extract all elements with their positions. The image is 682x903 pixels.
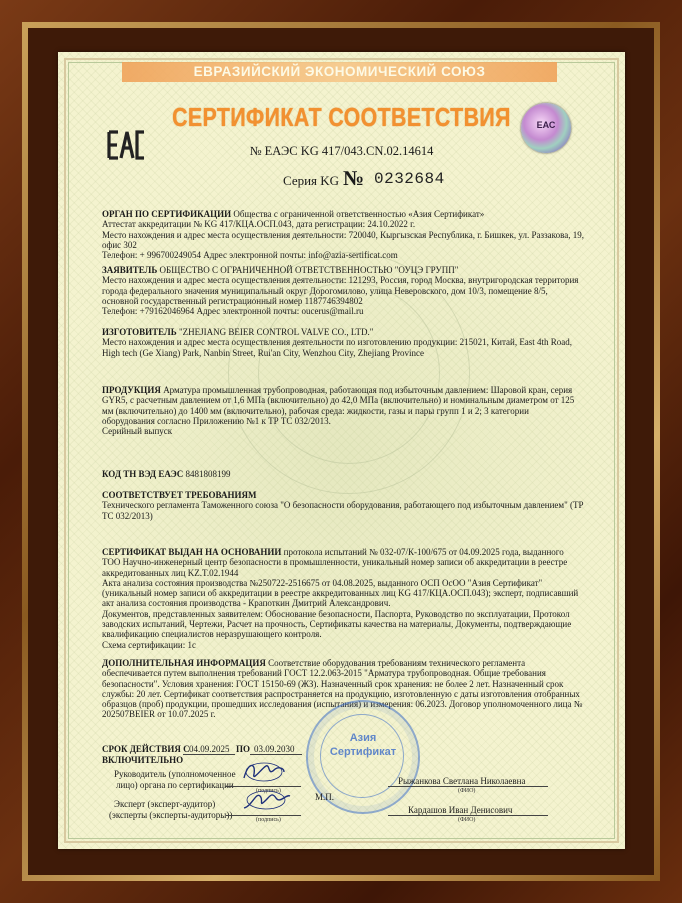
section-heading: КОД ТН ВЭД ЕАЭС <box>102 469 184 479</box>
expert-role-line1: Эксперт (эксперт-аудитор) <box>114 799 216 809</box>
section-line: Место нахождения и адрес места осуществления деятельности: 720040, Кыргызская Республика, г. Бишкек, ул. Раззакова, 19, офис 302 <box>102 229 584 250</box>
validity-to: 03.09.2030 <box>254 744 295 754</box>
tnved-code: 8481808199 <box>183 469 231 479</box>
section-text: Общества с ограниченной ответственностью «Азия Сертификат» <box>231 209 485 219</box>
expert-name-line <box>388 815 548 816</box>
section-applicant <box>102 265 584 316</box>
section-heading: ИЗГОТОВИТЕЛЬ <box>102 327 177 337</box>
section-text: Соответствие оборудования требованиям технического регламента обеспечивается путем выполнения требований ГОСТ 12.2.063-2015 "Арматура трубопроводная. Общие требования безопасности". Условия хранения: ГОСТ 15150-69 (ЖЗ). Назначенный срок хранения: не более 2 лет. Назначенный срок службы: 20 лет. Сертификат соответствия распространяется на продукцию, изготовленную с даты изготовления отобранных образцов (проб) продукции, прошедших исследования (испытания) и измерения: 06.2023. Договор уполномоченного лица № 202507BEIER от 10.07.2025 г. <box>102 658 583 720</box>
section-certification-body <box>102 209 584 260</box>
section-heading: ПРОДУКЦИЯ <box>102 385 161 395</box>
section-heading: СООТВЕТСТВУЕТ ТРЕБОВАНИЯМ <box>102 490 257 500</box>
hologram-text: ЕАС <box>536 120 556 130</box>
seal-text-line2: Сертификат <box>329 746 397 758</box>
seal-text-line1: Азия <box>349 732 377 744</box>
head-name-line <box>388 786 548 787</box>
section-tnved <box>102 469 584 479</box>
union-band: ЕВРАЗИЙСКИЙ ЭКОНОМИЧЕСКИЙ СОЮЗ <box>122 62 557 82</box>
section-heading: ОРГАН ПО СЕРТИФИКАЦИИ <box>102 209 232 219</box>
series-label: Серия KG <box>283 173 340 188</box>
validity-inclusive: ВКЛЮЧИТЕЛЬНО <box>102 755 184 765</box>
validity-from-underline <box>183 754 235 755</box>
section-line: Телефон: + 996700249054 Адрес электронной почты: info@azia-sertificat.com <box>102 250 398 261</box>
expert-name: Кардашов Иван Денисович <box>408 805 513 815</box>
validity-to-underline <box>250 754 302 755</box>
section-product <box>102 385 584 436</box>
section-text: протокола испытаний № 032-07/К-100/675 от 04.09.2025 года, выданного ТОО Научно-инженерный центр безопасности в промышленности, уникальный номер записи об аккредитации в реестре аккредитованных лиц KZ.T.02.1944 <box>102 547 568 578</box>
head-role-line2: лицо) органа по сертификации <box>116 780 234 790</box>
head-name-caption: (ФИО) <box>458 788 476 794</box>
certificate-title: СЕРТИФИКАТ СООТВЕТСТВИЯ <box>172 102 511 132</box>
serial-number: 0232684 <box>374 170 445 188</box>
section-heading: СЕРТИФИКАТ ВЫДАН НА ОСНОВАНИИ <box>102 547 282 557</box>
section-text: Арматура промышленная трубопроводная, работающая под избыточным давлением: Шаровой кран, серия GYR5, с расчетным давлением от 1,6 МПа (включительно) до 42,0 МПа (включительно) и номинальным диаметром от 125 мм (включительно) до 1400 мм (включительно), рабочая среда: жидкости, газы и пары групп 1 и 2; 3 категории оборудования согласно Приложению №1 к ТР ТС 032/2013. <box>102 385 575 426</box>
section-line: Схема сертификации: 1с <box>102 639 196 650</box>
section-line: Место нахождения и адрес места осуществления деятельности: 121293, Россия, город Москва, внутригородская территория города федерального значения муниципальный округ Дорогомилово, улица Неверовского, дом 10/3, помещение 8/5, основной государственный регистрационный номер 1187746394802 <box>102 275 579 306</box>
section-line: Документов, представленных заявителем: Обоснование безопасности, Паспорта, Руководство по эксплуатации, Протокол заводских испытаний, Чертежи, Расчет на прочность, Сертификаты качества на материалы, Документы, подтверждающие квалификацию специалистов неразрушающего контроля. <box>102 608 572 640</box>
section-manufacturer <box>102 327 584 358</box>
section-text: ОБЩЕСТВО С ОГРАНИЧЕННОЙ ОТВЕТСТВЕННОСТЬЮ "ОУЦЭ ГРУПП" <box>157 265 459 275</box>
section-heading: ЗАЯВИТЕЛЬ <box>102 265 158 275</box>
expert-signature-line <box>226 815 301 816</box>
head-name: Рыжанкова Светлана Николаевна <box>398 776 526 786</box>
expert-role-line2: (эксперты (эксперты-аудиторы)) <box>109 810 233 820</box>
section-line: Серийный выпуск <box>102 426 173 437</box>
section-line: Место нахождения и адрес места осуществления деятельности по изготовлению продукции: 215021, Китай, East 4th Road, High tech (Ge Xiang) Park, Nanbin Street, Rui'an City, Wenzhou City, Zhejiang Province <box>102 337 573 358</box>
head-signature-caption: (подпись) <box>256 788 281 794</box>
section-text: Технического регламента Таможенного союза "О безопасности оборудования, работающего под избыточным давлением" (ТР ТС 032/2013) <box>102 500 584 521</box>
section-heading: ДОПОЛНИТЕЛЬНАЯ ИНФОРМАЦИЯ <box>102 658 266 668</box>
stamp-place-mp: М.П. <box>315 792 335 802</box>
section-line: Телефон: +79162046964 Адрес электронной почты: oucerus@mail.ru <box>102 306 364 317</box>
expert-signature-caption: (подпись) <box>256 817 281 823</box>
number-sign: № <box>343 166 365 190</box>
certificate-paper <box>58 52 625 849</box>
validity-label: СРОК ДЕЙСТВИЯ С <box>102 744 190 754</box>
section-line: Аттестат аккредитации № KG 417/КЦА.ОСП.043, дата регистрации: 24.10.2022 г. <box>102 219 416 230</box>
section-conforms <box>102 490 584 521</box>
section-line: Акта анализа состояния производства №250722-2516675 от 04.08.2025, выданного ОСП ОсОО "Азия Сертификат" (уникальный номер записи об аккредитации в реестре аккредитованных лиц KG 417/КЦА.ОСП.043); эксперт, подписавший акт анализа состояния производства - Крапоткин Дмитрий Александрович. <box>102 577 579 609</box>
head-role-line1: Руководитель (уполномоченное <box>114 769 236 779</box>
validity-from: 04.09.2025 <box>189 744 230 754</box>
certificate-number: № ЕАЭС KG 417/043.CN.02.14614 <box>249 144 434 158</box>
expert-name-caption: (ФИО) <box>458 817 476 823</box>
section-basis <box>102 547 584 650</box>
section-text: "ZHEJIANG BEIER CONTROL VALVE CO., LTD." <box>176 327 374 337</box>
validity-to-label: ПО <box>236 744 251 754</box>
